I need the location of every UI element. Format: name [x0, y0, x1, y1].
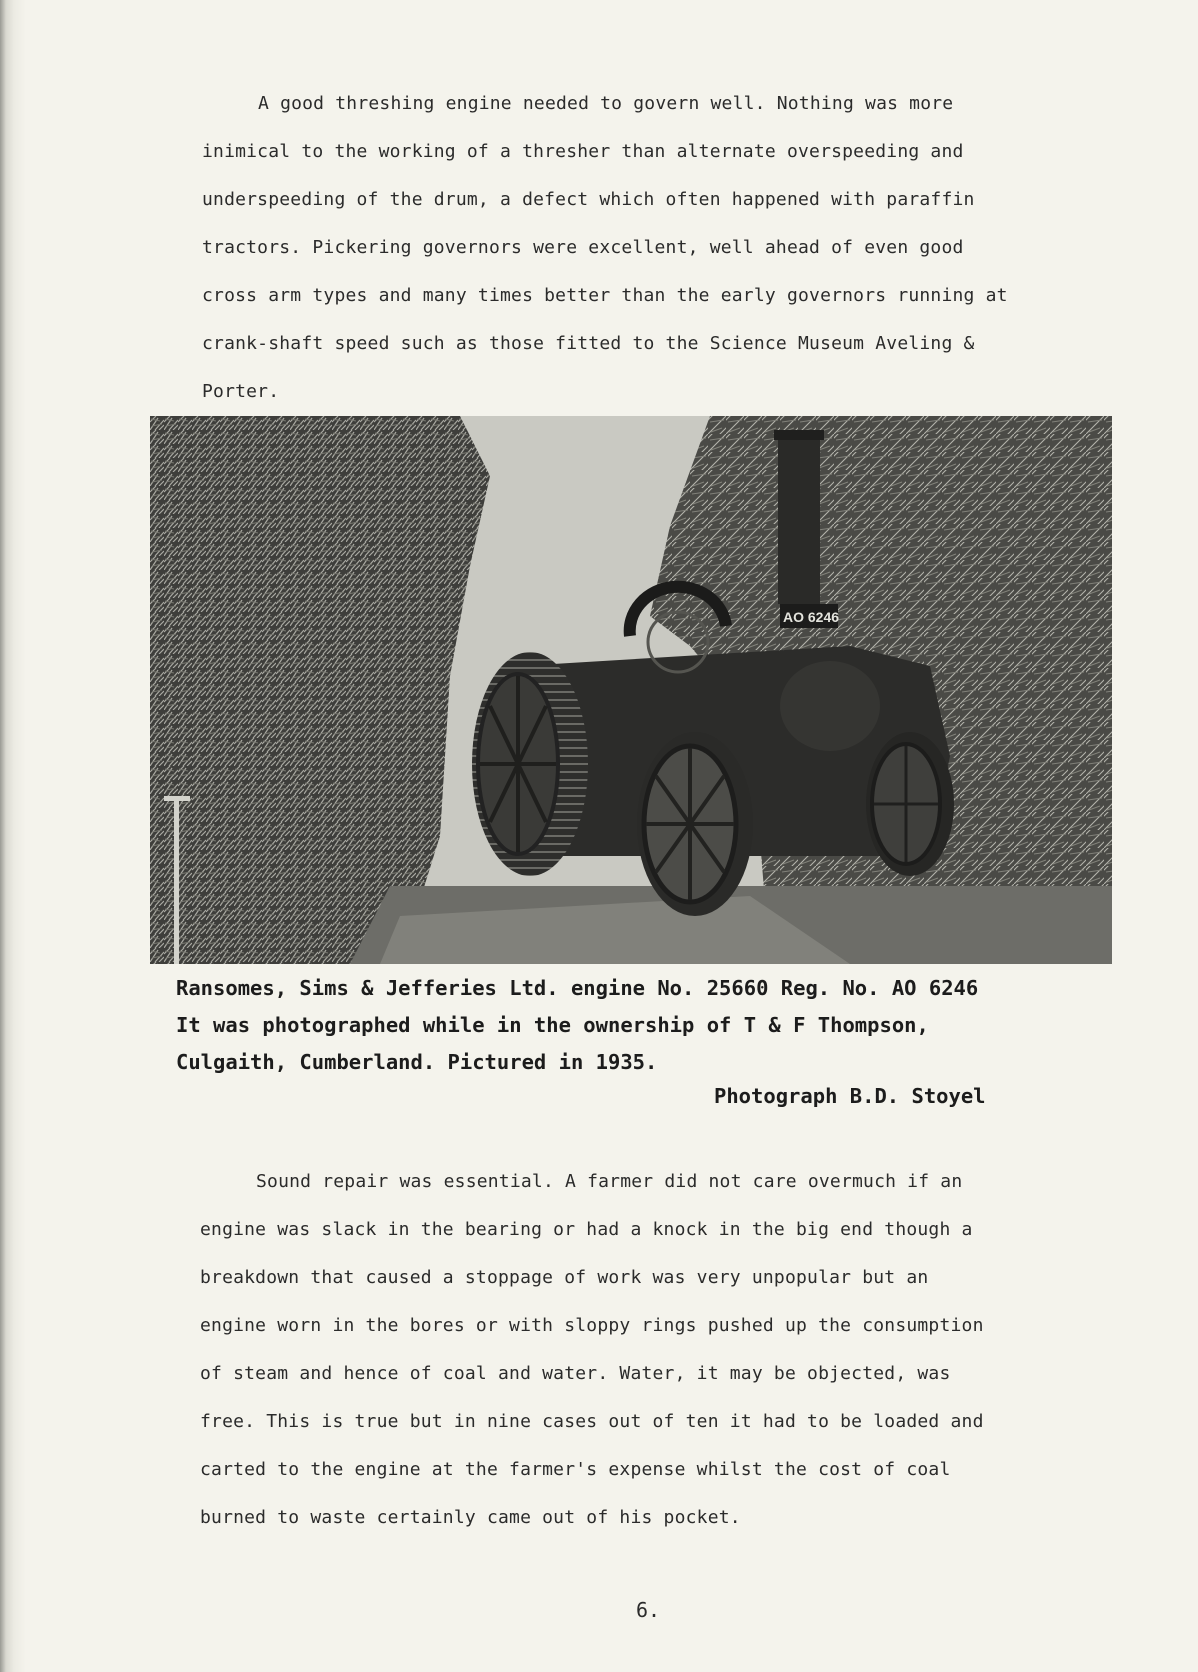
page-number: 6. — [636, 1598, 661, 1622]
paragraph-line: carted to the engine at the farmer's expense whilst the cost of coal — [200, 1459, 951, 1480]
photo-caption — [176, 970, 978, 1081]
paragraph-line: A good threshing engine needed to govern well. Nothing was more — [258, 93, 954, 114]
paragraph-line: breakdown that caused a stoppage of work was very unpopular but an — [200, 1267, 929, 1288]
paragraph-governing — [202, 80, 1008, 416]
caption-line: It was photographed while in the ownership of T & F Thompson, — [176, 1013, 929, 1037]
photo-credit: Photograph B.D. Stoyel — [714, 1084, 986, 1108]
paragraph-line: underspeeding of the drum, a defect which often happened with paraffin — [202, 189, 975, 210]
paragraph-line: cross arm types and many times better than the early governors running at — [202, 285, 1008, 306]
paragraph-repair — [200, 1158, 984, 1542]
registration-plate: AO 6246 — [783, 609, 840, 625]
paragraph-line: free. This is true but in nine cases out of ten it had to be loaded and — [200, 1411, 984, 1432]
paragraph-line: tractors. Pickering governors were excellent, well ahead of even good — [202, 237, 964, 258]
paragraph-line: Porter. — [202, 381, 280, 402]
paragraph-line: Sound repair was essential. A farmer did not care overmuch if an — [256, 1171, 963, 1192]
paragraph-line: inimical to the working of a thresher than alternate overspeeding and — [202, 141, 964, 162]
caption-line: Ransomes, Sims & Jefferies Ltd. engine No. 25660 Reg. No. AO 6246 — [176, 976, 979, 1000]
paragraph-line: crank-shaft speed such as those fitted to the Science Museum Aveling & — [202, 333, 975, 354]
engine-photograph — [150, 416, 1112, 964]
paragraph-line: of steam and hence of coal and water. Water, it may be objected, was — [200, 1363, 951, 1384]
paragraph-line: engine was slack in the bearing or had a knock in the big end though a — [200, 1219, 973, 1240]
paragraph-line: engine worn in the bores or with sloppy rings pushed up the consumption — [200, 1315, 984, 1336]
paragraph-line: burned to waste certainly came out of his pocket. — [200, 1507, 741, 1528]
caption-line: Culgaith, Cumberland. Pictured in 1935. — [176, 1050, 658, 1074]
